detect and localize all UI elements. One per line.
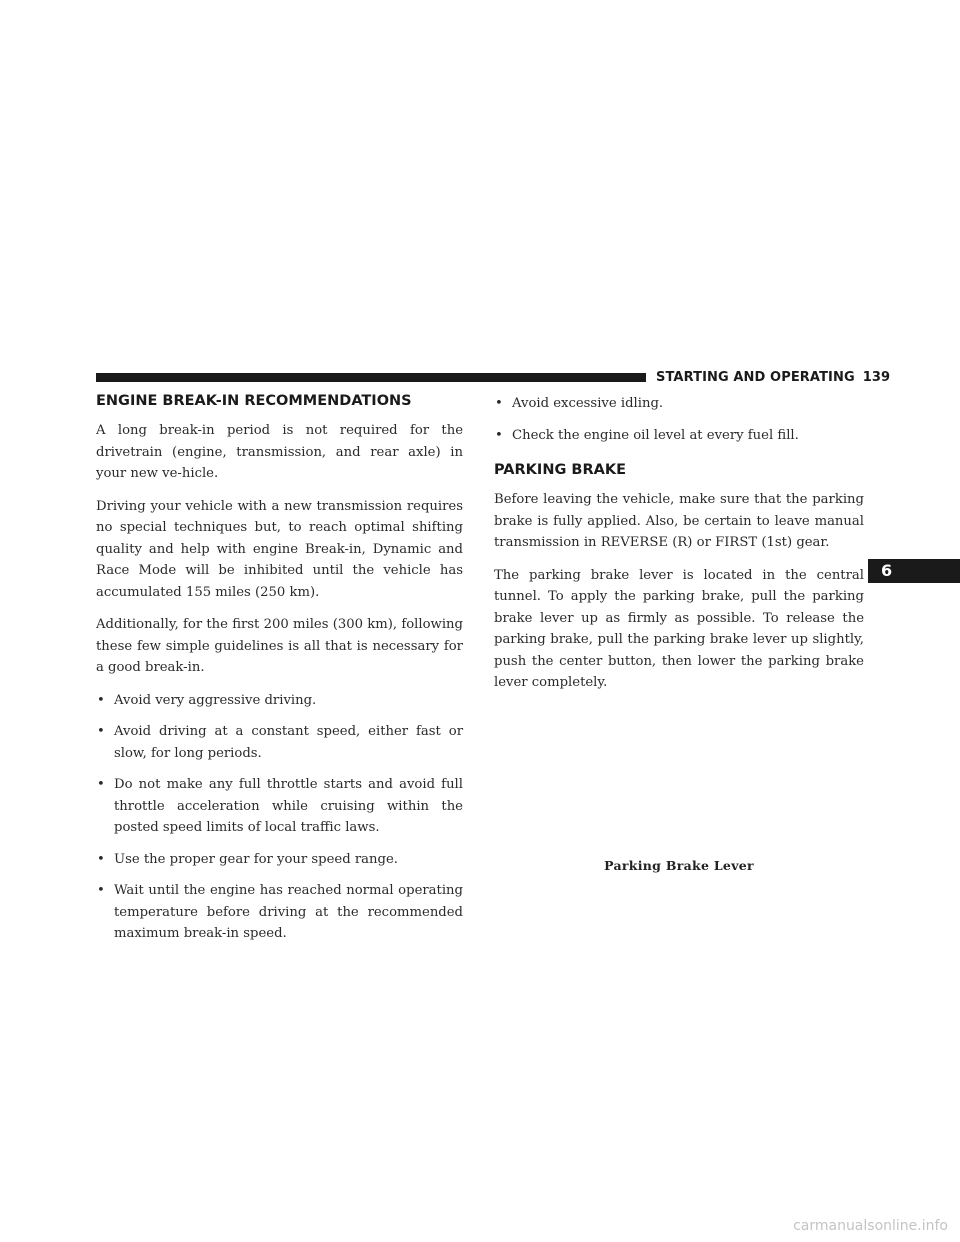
list-item-text: Avoid driving at a constant speed, either fast or slow, for long periods. (114, 724, 463, 761)
list-item-text: Check the engine oil level at every fuel fill. (512, 427, 799, 443)
bullet-icon: • (495, 427, 503, 443)
list-item-text: Wait until the engine has reached normal operating temperature before driving at the recommended maximum break-in speed. (114, 883, 463, 941)
continued-guidelines-list (494, 393, 864, 446)
list-item (96, 721, 463, 764)
bullet-icon: • (97, 777, 105, 792)
list-item (494, 393, 864, 415)
parking-brake-heading: PARKING BRAKE (494, 462, 626, 478)
list-item-text: Avoid very aggressive driving. (114, 692, 317, 708)
header-rule (96, 373, 646, 382)
section-title: STARTING AND OPERATING (656, 370, 855, 385)
list-item-text: Use the proper gear for your speed range. (114, 851, 398, 867)
list-item (96, 690, 463, 712)
list-item (494, 425, 864, 447)
paragraph: Before leaving the vehicle, make sure that the parking brake is fully applied. Also, be certain to leave manual transmission in REVERSE (R) or FIRST (1st) gear. (494, 492, 864, 550)
paragraph: Driving your vehicle with a new transmission requires no special techniques but, to reach optimal shifting quality and help with engine Break-in, Dynamic and Race Mode will be inhibited until the vehicle has accumulated 155 miles (250 km). (96, 498, 463, 600)
engine-break-in-heading: ENGINE BREAK-IN RECOMMENDATIONS (96, 393, 412, 409)
bullet-icon: • (97, 851, 105, 867)
list-item (96, 880, 463, 945)
list-item-text: Avoid excessive idling. (512, 396, 664, 411)
right-column (494, 393, 864, 705)
list-item (96, 774, 463, 839)
break-in-guidelines-list (96, 690, 463, 945)
bullet-icon: • (97, 692, 105, 708)
bullet-icon: • (97, 883, 105, 898)
figure-caption: Parking Brake Lever (604, 858, 754, 873)
bullet-icon: • (97, 724, 105, 739)
running-head (656, 370, 890, 385)
paragraph: Additionally, for the first 200 miles (300 km), following these few simple guidelines is all that is necessary for a good break-in. (96, 617, 463, 675)
left-column (96, 393, 463, 955)
chapter-tab: 6 (868, 559, 960, 583)
paragraph: A long break-in period is not required for the drivetrain (engine, transmission, and rear axle) in your new ve-hicle. (96, 423, 463, 481)
list-item-text: Do not make any full throttle starts and avoid full throttle acceleration while cruising within the posted speed limits of local traffic laws. (114, 777, 463, 835)
bullet-icon: • (495, 396, 503, 411)
list-item (96, 849, 463, 871)
page-number: 139 (862, 370, 891, 385)
paragraph: The parking brake lever is located in the central tunnel. To apply the parking brake, pull the parking brake lever up as firmly as possible. To release the parking brake, pull the parking brake lever up slightly, push the center button, then lower the parking brake lever completely. (494, 567, 864, 690)
watermark: carmanualsonline.info (793, 1218, 948, 1234)
